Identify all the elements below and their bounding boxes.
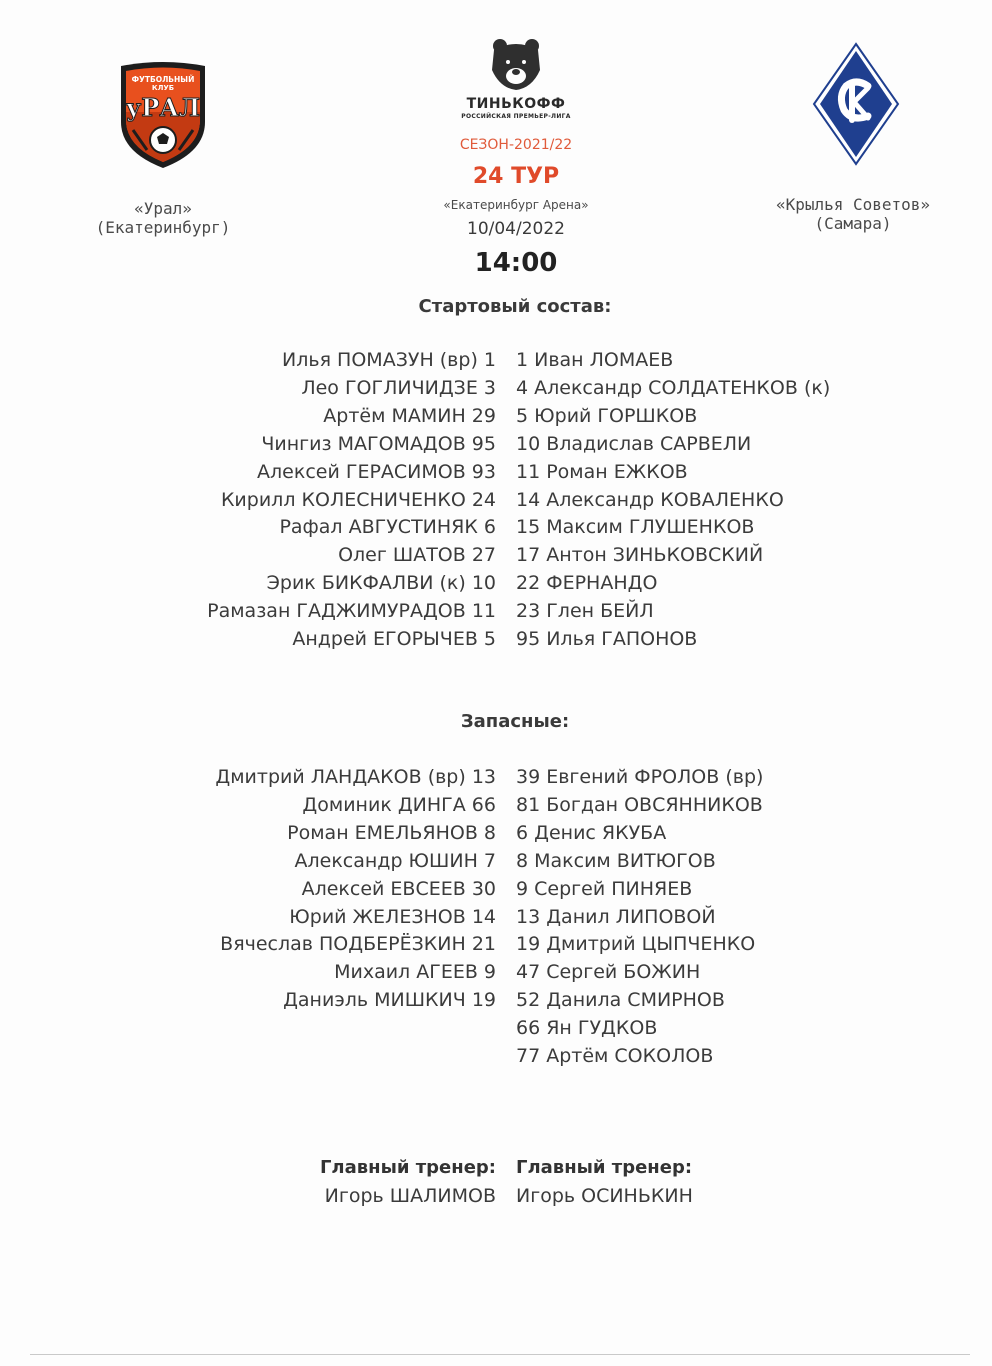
list-item: 22 ФЕРНАНДО xyxy=(516,572,658,595)
list-item: Вячеслав ПОДБЕРЁЗКИН 21 xyxy=(220,933,496,956)
list-item: 47 Сергей БОЖИН xyxy=(516,961,701,984)
list-item: 1 Иван ЛОМАЕВ xyxy=(516,349,674,371)
list-item: Дмитрий ЛАНДАКОВ (вр) 13 xyxy=(215,766,496,788)
ural-logo-top-text: ФУТБОЛЬНЫЙ xyxy=(131,75,195,84)
page-bottom-edge xyxy=(30,1354,970,1355)
list-item: 15 Максим ГЛУШЕНКОВ xyxy=(516,516,755,539)
list-item: 9 Сергей ПИНЯЕВ xyxy=(516,877,693,900)
home-coach-label: Главный тренер: xyxy=(319,1157,496,1178)
list-item: Чингиз МАГОМАДОВ 95 xyxy=(261,432,496,455)
starting-lineup-title: Стартовый состав: xyxy=(418,296,612,317)
ural-logo-mid-text: КЛУБ xyxy=(151,84,175,92)
list-item: 11 Роман ЕЖКОВ xyxy=(516,460,688,483)
list-item: 14 Александр КОВАЛЕНКО xyxy=(516,488,784,511)
away-coach xyxy=(516,1154,693,1210)
bear-icon xyxy=(488,36,544,92)
home-starting-list xyxy=(207,347,496,654)
list-item: Александр ЮШИН 7 xyxy=(294,849,496,872)
home-team-name-line2: (Екатеринбург) xyxy=(95,218,231,237)
home-team-logo xyxy=(113,60,213,172)
match-time: 14:00 xyxy=(474,248,558,278)
away-team-logo xyxy=(812,42,900,168)
list-item: Илья ПОМАЗУН (вр) 1 xyxy=(282,349,496,371)
list-item: 4 Александр СОЛДАТЕНКОВ (к) xyxy=(516,376,831,399)
list-item: Кирилл КОЛЕСНИЧЕНКО 24 xyxy=(220,488,496,511)
league-brand: ТИНЬКОФФ xyxy=(466,96,566,112)
list-item: Юрий ЖЕЛЕЗНОВ 14 xyxy=(289,905,496,928)
list-item: Эрик БИКФАЛВИ (к) 10 xyxy=(266,572,496,595)
list-item: 52 Данила СМИРНОВ xyxy=(516,989,725,1012)
list-item: 95 Илья ГАПОНОВ xyxy=(516,628,698,651)
league-bear-logo xyxy=(488,36,544,92)
list-item: 23 Глен БЕЙЛ xyxy=(516,600,654,623)
home-subs-list xyxy=(215,764,496,1015)
list-item: Доминик ДИНГА 66 xyxy=(302,793,496,816)
list-item: Роман ЕМЕЛЬЯНОВ 8 xyxy=(287,821,496,844)
list-item: Олег ШАТОВ 27 xyxy=(338,544,496,567)
season-label: СЕЗОН-2021/22 xyxy=(459,137,573,153)
home-coach xyxy=(320,1154,496,1210)
list-item: 66 Ян ГУДКОВ xyxy=(516,1017,658,1040)
list-item: 77 Артём СОКОЛОВ xyxy=(516,1045,714,1068)
list-item: 6 Денис ЯКУБА xyxy=(516,821,667,844)
away-starting-list xyxy=(516,347,830,654)
away-coach-label: Главный тренер: xyxy=(516,1157,693,1178)
away-team-name-line1: «Крылья Советов» xyxy=(775,195,931,214)
list-item: 8 Максим ВИТЮГОВ xyxy=(516,849,716,872)
away-subs-list xyxy=(516,764,763,1071)
list-item: Лео ГОГЛИЧИДЗЕ 3 xyxy=(301,376,496,399)
list-item: 5 Юрий ГОРШКОВ xyxy=(516,404,698,427)
ural-shield-icon xyxy=(113,60,213,172)
ks-diamond-icon xyxy=(812,42,900,168)
list-item: Даниэль МИШКИЧ 19 xyxy=(283,989,496,1012)
list-item: 13 Данил ЛИПОВОЙ xyxy=(516,905,716,928)
venue-label: «Екатеринбург Арена» xyxy=(443,198,589,212)
home-coach-name: Игорь ШАЛИМОВ xyxy=(324,1185,496,1207)
league-subtitle: РОССИЙСКАЯ ПРЕМЬЕР-ЛИГА xyxy=(461,113,571,120)
list-item: Рамазан ГАДЖИМУРАДОВ 11 xyxy=(207,600,496,623)
list-item: 17 Антон ЗИНЬКОВСКИЙ xyxy=(516,544,764,567)
ural-logo-word: уРАЛ xyxy=(125,93,201,122)
list-item: Алексей ЕВСЕЕВ 30 xyxy=(301,877,496,900)
away-team-name xyxy=(752,195,954,233)
home-team-name-line1: «Урал» xyxy=(134,199,192,218)
substitutes-title: Запасные: xyxy=(460,711,570,732)
list-item: Рафал АВГУСТИНЯК 6 xyxy=(279,516,496,539)
list-item: Михаил АГЕЕВ 9 xyxy=(334,961,496,984)
round-label: 24 ТУР xyxy=(472,164,560,189)
list-item: 19 Дмитрий ЦЫПЧЕНКО xyxy=(516,933,756,956)
list-item: Андрей ЕГОРЫЧЕВ 5 xyxy=(292,628,496,651)
away-team-name-line2: (Самара) xyxy=(814,214,892,233)
home-team-name xyxy=(60,199,266,237)
match-date: 10/04/2022 xyxy=(467,219,565,239)
list-item: 81 Богдан ОВСЯННИКОВ xyxy=(516,793,763,816)
list-item: 10 Владислав САРВЕЛИ xyxy=(516,432,752,455)
list-item: Алексей ГЕРАСИМОВ 93 xyxy=(257,460,496,483)
away-coach-name: Игорь ОСИНЬКИН xyxy=(516,1185,693,1207)
list-item: Артём МАМИН 29 xyxy=(323,404,496,427)
list-item: 39 Евгений ФРОЛОВ (вр) xyxy=(516,766,764,788)
